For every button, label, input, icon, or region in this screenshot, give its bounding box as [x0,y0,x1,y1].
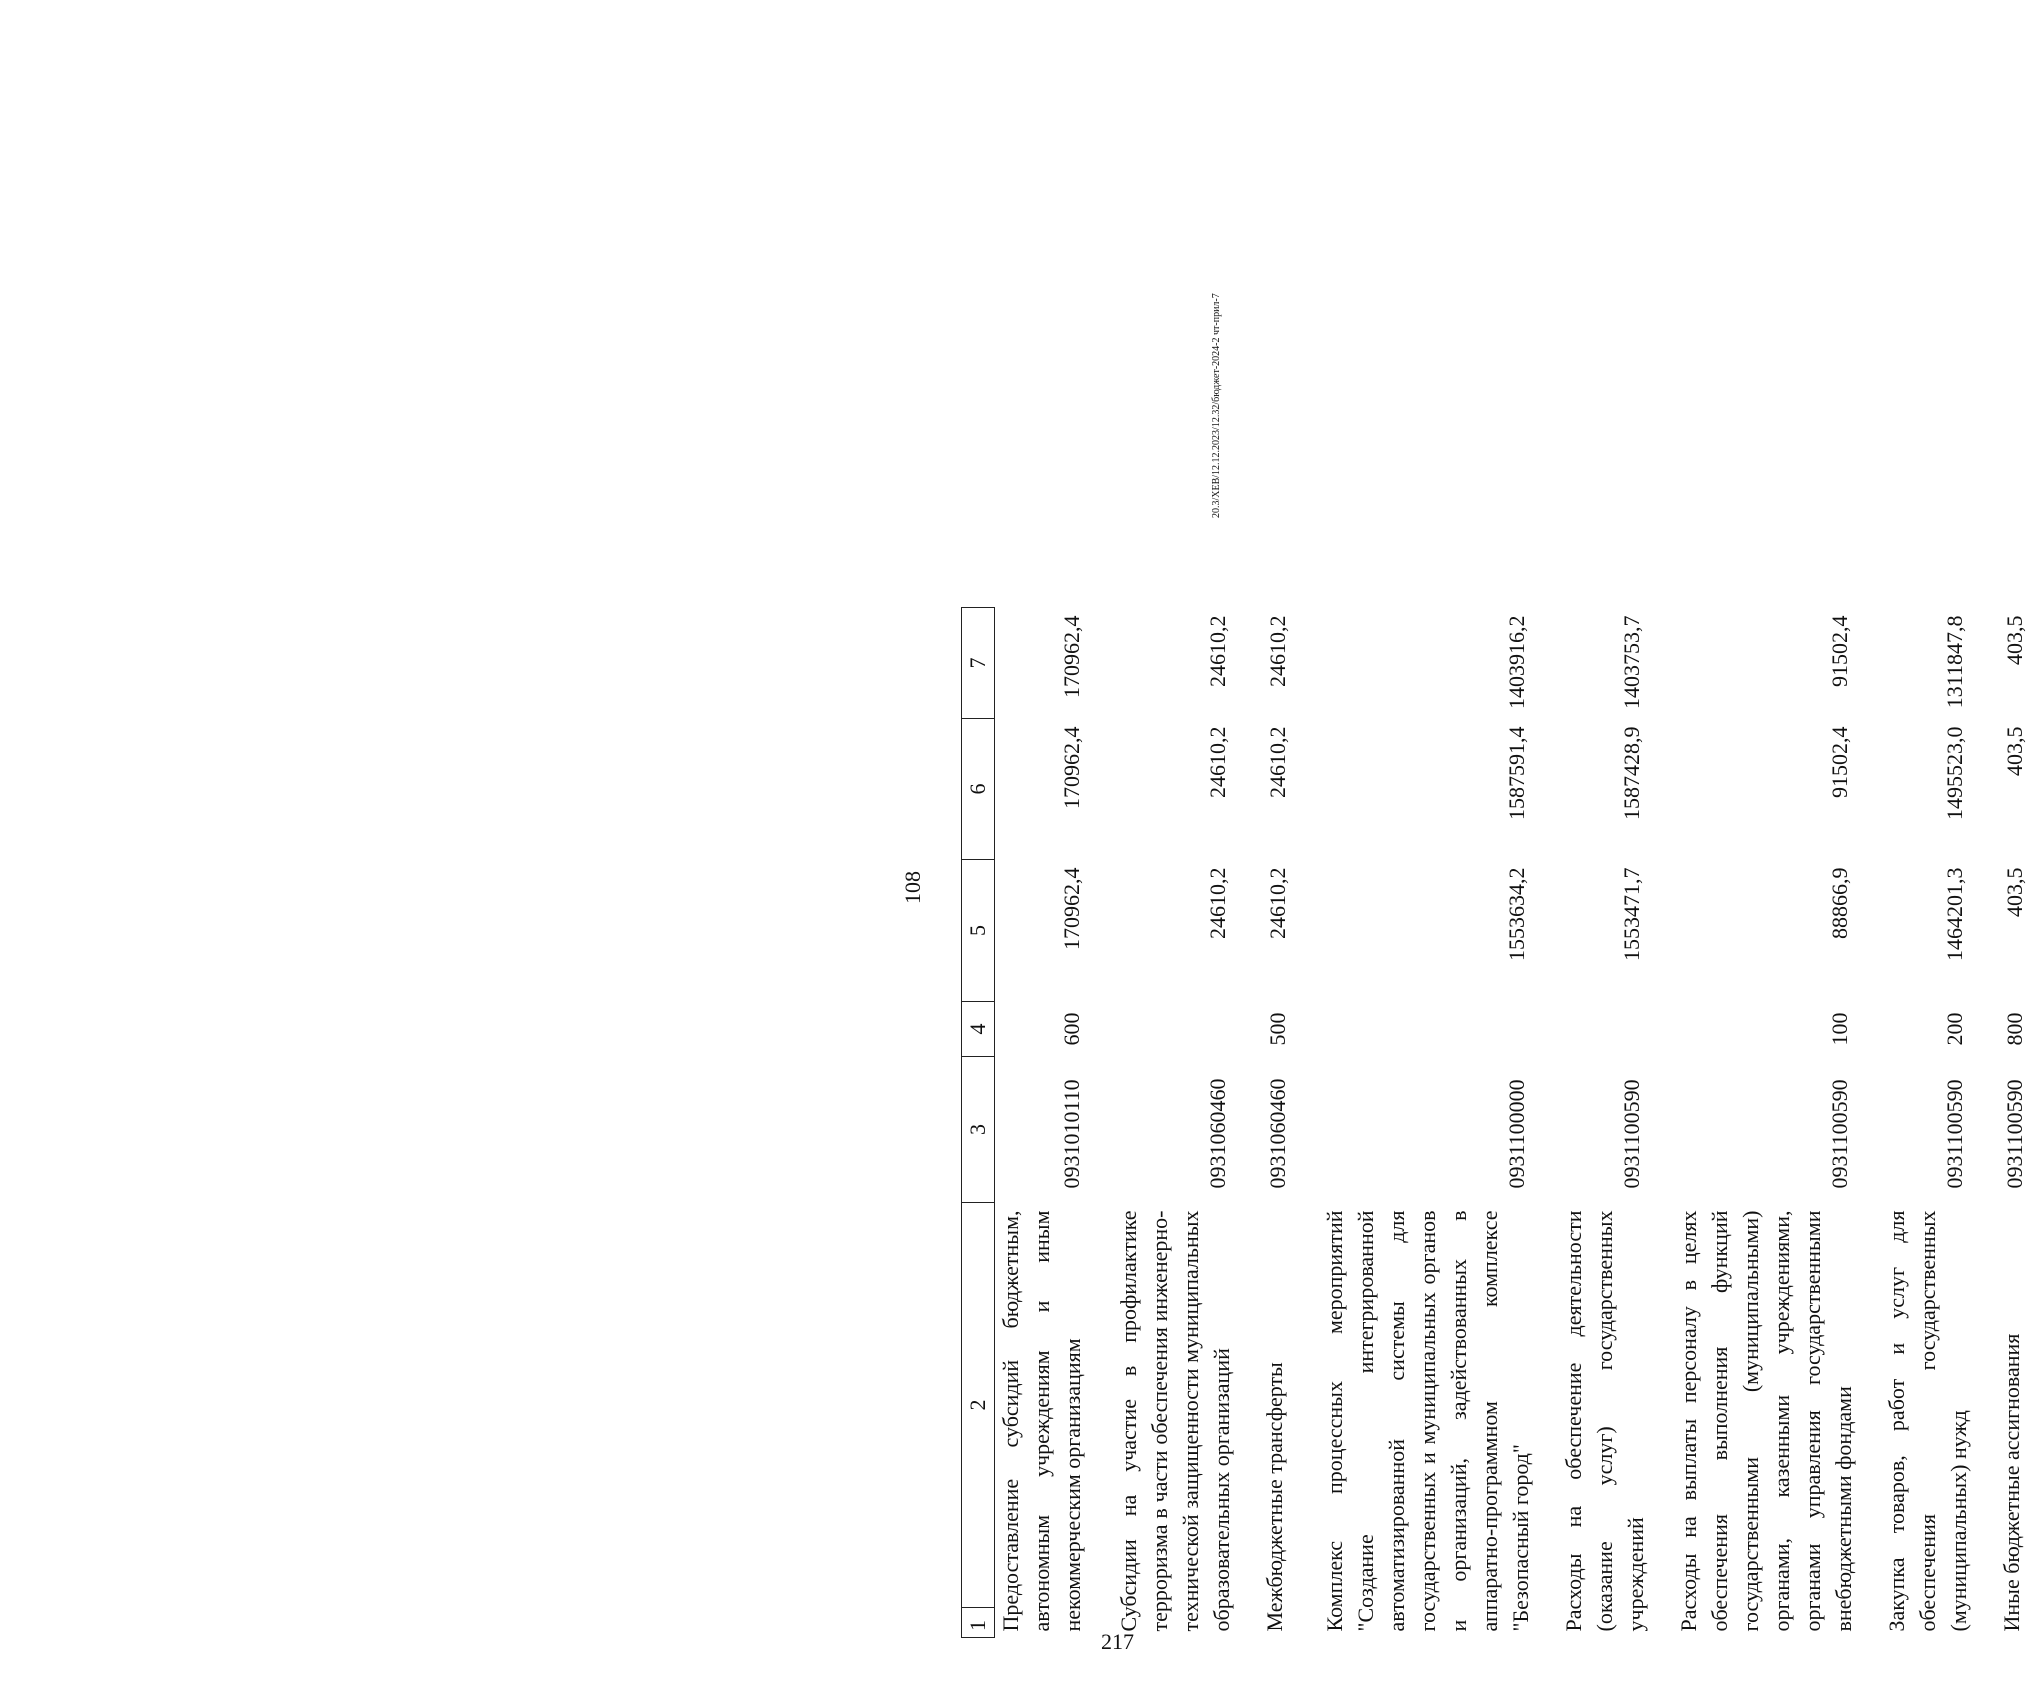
row-description: Межбюджетные трансферты [1261,1362,1287,1632]
row-value-7: 91502,4 [1826,615,1852,687]
row-code: 0931060460 [1204,1078,1230,1189]
row-type: 500 [1264,1012,1290,1046]
column-header: 4 [962,1002,995,1057]
row-value-5: 24610,2 [1204,867,1230,939]
budget-table [961,607,2034,1638]
table-row [1536,608,1651,1638]
row-value-5: 1553634,2 [1503,867,1529,961]
row-value-6: 1587591,4 [1503,726,1529,820]
table-row [1237,608,1297,1638]
row-value-6: 91502,4 [1826,726,1852,798]
row-type: 600 [1058,1012,1084,1046]
row-type: 100 [1826,1012,1852,1046]
column-header: 3 [962,1057,995,1203]
row-value-5: 88866,9 [1826,867,1852,939]
row-type [1536,1002,1651,1057]
row-type: 800 [2001,1012,2027,1046]
row-description: Расходы на выплаты персоналу в целях обеспечения выполнения функций государственными (муниципальными) органами, казенными учреждениями, органами управления государственными внебюджетными фондами [1675,1210,1856,1632]
row-value-6: 24610,2 [1264,726,1290,798]
row-value-6: 170962,4 [1058,726,1084,809]
row-value-7: 170962,4 [1058,615,1084,698]
row-description: Комплекс процессных мероприятий "Создание интегрированной автоматизированной системы для государственных и муниципальных органов и организаций, задействованных в аппаратно-программном комплексе "Безопасный город" [1321,1210,1533,1632]
table-row [1297,608,1536,1638]
table-row [1974,608,2034,1638]
row-value-5: 170962,4 [1058,867,1084,950]
row-type [1297,1002,1536,1057]
row-value-6: 1495523,0 [1941,726,1967,820]
column-header: 5 [962,860,995,1002]
row-type [1091,1002,1237,1057]
table-row [995,608,1091,1638]
column-header: 6 [962,719,995,860]
row-value-7: 24610,2 [1204,615,1230,687]
row-description: Субсидии на участие в профилактике терроризма в части обеспечения инженерно-технической защищенности муниципальных образовательных организаций [1115,1210,1234,1632]
row-value-7: 24610,2 [1264,615,1290,687]
row-description: Предоставление субсидий бюджетным, автономным учреждениям и иным некоммерческим организациям [998,1210,1085,1632]
row-code: 0931100590 [2001,1079,2027,1189]
row-description: Закупка товаров, работ и услуг для обеспечения государственных (муниципальных) нужд [1883,1210,1971,1632]
table-row [1091,608,1237,1638]
row-value-7: 403,5 [2001,615,2027,665]
column-header: 7 [962,608,995,719]
row-value-5: 1553471,7 [1618,867,1644,961]
column-header: 2 [962,1203,995,1608]
row-code: 0931060460 [1264,1078,1290,1189]
row-value-6: 24610,2 [1204,726,1230,798]
row-value-7: 1403916,2 [1503,615,1529,709]
row-code: 0931100000 [1503,1079,1529,1189]
row-value-5: 403,5 [2001,867,2027,917]
row-code: 0931100590 [1618,1079,1644,1189]
table-row [1859,608,1974,1638]
row-description: Иные бюджетные ассигнования [1998,1333,2024,1632]
row-description: Расходы на обеспечение деятельности (оказание услуг) государственных учреждений [1560,1210,1648,1632]
table-row [1651,608,1859,1638]
row-value-6: 1587428,9 [1618,726,1644,820]
row-code: 0931100590 [1826,1079,1852,1189]
row-value-7: 1403753,7 [1618,615,1644,709]
row-type: 200 [1941,1012,1967,1046]
page-number: 217 [1101,1629,1134,1654]
row-value-6: 403,5 [2001,726,2027,776]
row-value-7: 1311847,8 [1941,615,1967,709]
row-code: 0931100590 [1941,1079,1967,1189]
footer-stamp: 20.3/ХЕВ/12.12.2023/12.32/бюджет-2024-2 чт-прил-7 [1211,293,1222,518]
column-header: 1 [962,1608,995,1638]
row-code: 0931010110 [1058,1079,1084,1189]
header-row [962,608,995,1638]
document-page-number: 108 [900,871,925,904]
row-value-5: 24610,2 [1264,867,1290,939]
row-value-5: 1464201,3 [1941,867,1967,961]
